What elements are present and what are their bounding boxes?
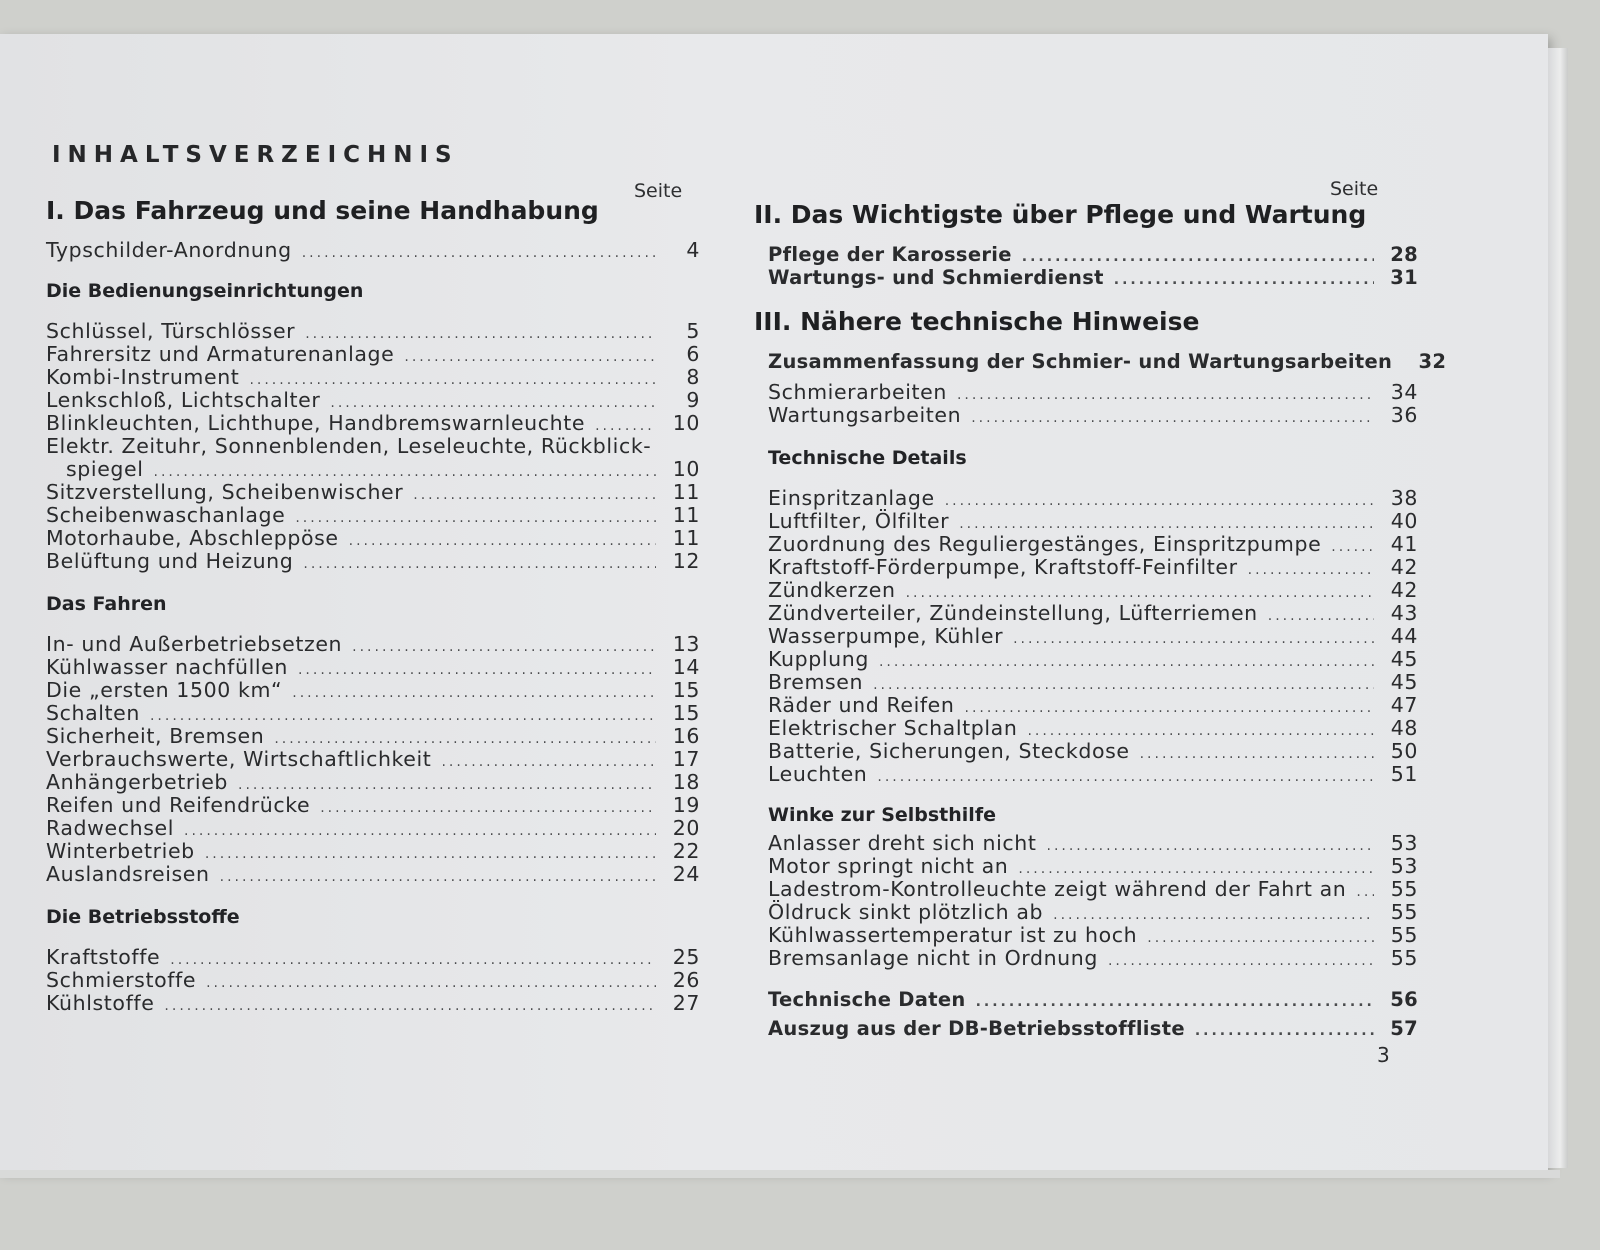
toc-entry-page: 42 bbox=[1390, 578, 1418, 602]
toc-entry-title: Sicherheit, Bremsen bbox=[46, 724, 265, 748]
section-heading: Die Bedienungseinrichtungen bbox=[46, 280, 364, 302]
toc-entry bbox=[46, 366, 700, 389]
leader-dots bbox=[1248, 562, 1374, 579]
toc-entry-page: 47 bbox=[1390, 693, 1418, 717]
leader-dots bbox=[945, 493, 1374, 510]
toc-entry-title: Schmierarbeiten bbox=[768, 380, 947, 404]
toc-entry-title: Kühlwasser nachfüllen bbox=[46, 655, 288, 679]
leader-dots bbox=[1027, 723, 1374, 740]
toc-entry-page: 8 bbox=[686, 365, 700, 389]
toc-entry-page: 43 bbox=[1390, 601, 1418, 625]
toc-entry bbox=[768, 901, 1418, 924]
toc-entry bbox=[46, 527, 700, 550]
leader-dots bbox=[238, 777, 656, 794]
leader-dots bbox=[205, 846, 656, 863]
toc-entry-page: 55 bbox=[1390, 946, 1418, 970]
page-number: 3 bbox=[1377, 1043, 1390, 1067]
toc-entry bbox=[768, 740, 1418, 763]
page-edge-bottom bbox=[0, 1170, 1560, 1178]
toc-entry-page: 16 bbox=[672, 724, 700, 748]
leader-dots bbox=[413, 487, 656, 504]
leader-dots bbox=[1147, 930, 1374, 947]
chapter-heading-1: I. Das Fahrzeug und seine Handhabung bbox=[46, 196, 599, 225]
toc-entry bbox=[768, 579, 1418, 602]
toc-entry-page: 51 bbox=[1390, 762, 1418, 786]
toc-entry bbox=[46, 748, 700, 771]
toc-entry bbox=[768, 510, 1418, 533]
toc-entry-page: 31 bbox=[1390, 266, 1418, 289]
leader-dots bbox=[1022, 249, 1374, 266]
toc-entry-title: Pflege der Karosserie bbox=[768, 243, 1012, 266]
toc-entry bbox=[768, 266, 1418, 289]
toc-entry bbox=[46, 863, 700, 886]
toc-entry-page: 25 bbox=[672, 945, 700, 969]
toc-entry-page: 19 bbox=[672, 793, 700, 817]
section-heading: Winke zur Selbsthilfe bbox=[768, 804, 996, 826]
toc-entry-title: Lenkschloß, Lichtschalter bbox=[46, 388, 321, 412]
toc-entry-title: Kombi-Instrument bbox=[46, 365, 240, 389]
toc-entry bbox=[768, 381, 1418, 404]
seite-label-right: Seite bbox=[1330, 178, 1379, 200]
toc-entry-page: 42 bbox=[1390, 555, 1418, 579]
toc-entry-page: 10 bbox=[672, 411, 700, 435]
toc-entry bbox=[46, 389, 700, 412]
toc-entry bbox=[768, 625, 1418, 648]
toc-entry bbox=[768, 988, 1418, 1011]
toc-entry bbox=[768, 404, 1418, 427]
toc-entry-title: Verbrauchswerte, Wirtschaftlichkeit bbox=[46, 747, 432, 771]
toc-entry-page: 15 bbox=[672, 701, 700, 725]
toc-entry-page: 41 bbox=[1390, 532, 1418, 556]
toc-entry-title: Sitzverstellung, Scheibenwischer bbox=[46, 480, 404, 504]
toc-entry-title: Zündverteiler, Zündeinstellung, Lüfterriemen bbox=[768, 601, 1258, 625]
leader-dots bbox=[150, 708, 656, 725]
toc-entry-title: Kraftstoffe bbox=[46, 945, 161, 969]
toc-entry-page: 11 bbox=[672, 503, 700, 527]
toc-entry-page: 6 bbox=[686, 342, 700, 366]
toc-entry-title: In- und Außerbetriebsetzen bbox=[46, 632, 343, 656]
leader-dots bbox=[330, 395, 656, 412]
toc-left-column bbox=[46, 196, 700, 1015]
toc-entry bbox=[46, 969, 700, 992]
toc-entry-title: Radwechsel bbox=[46, 816, 174, 840]
toc-entry bbox=[768, 487, 1418, 510]
toc-entry-title: Batterie, Sicherungen, Steckdose bbox=[768, 739, 1130, 763]
leader-dots bbox=[320, 800, 656, 817]
toc-entry-page: 22 bbox=[672, 839, 700, 863]
toc-entry bbox=[768, 1017, 1418, 1040]
toc-entry-title: Wartungsarbeiten bbox=[768, 403, 962, 427]
toc-entry-page: 20 bbox=[672, 816, 700, 840]
toc-entry-title: Fahrersitz und Armaturenanlage bbox=[46, 342, 395, 366]
leader-dots bbox=[976, 994, 1374, 1011]
leader-dots bbox=[1331, 539, 1374, 556]
toc-entry bbox=[46, 412, 700, 435]
toc-entry: Zusammenfassung der Schmier- und Wartungsarbeiten 32 bbox=[768, 350, 1447, 373]
toc-entry-page: 40 bbox=[1390, 509, 1418, 533]
toc-entry-page: 5 bbox=[686, 319, 700, 343]
toc-entry-page: 13 bbox=[672, 632, 700, 656]
document-title: INHALTSVERZEICHNIS bbox=[52, 142, 459, 168]
toc-entry bbox=[46, 343, 700, 366]
toc-entry-page: 45 bbox=[1390, 670, 1418, 694]
toc-entry-title: Scheibenwaschanlage bbox=[46, 503, 286, 527]
toc-entry-title: Winterbetrieb bbox=[46, 839, 195, 863]
toc-entry-page: 56 bbox=[1390, 988, 1418, 1011]
toc-entry-page: 15 bbox=[672, 678, 700, 702]
toc-entry bbox=[768, 556, 1418, 579]
toc-entry-title: Anlasser dreht sich nicht bbox=[768, 831, 1037, 855]
leader-dots bbox=[404, 349, 656, 366]
toc-entry-page: 9 bbox=[686, 388, 700, 412]
leader-dots bbox=[206, 975, 656, 992]
toc-entry bbox=[768, 671, 1418, 694]
toc-entry-title: Leuchten bbox=[768, 762, 868, 786]
toc-entry-page: 28 bbox=[1390, 243, 1418, 266]
toc-entry-page: 12 bbox=[672, 549, 700, 573]
toc-entry bbox=[46, 481, 700, 504]
toc-entry-page: 36 bbox=[1390, 403, 1418, 427]
leader-dots bbox=[220, 869, 656, 886]
toc-entry bbox=[46, 702, 700, 725]
toc-entry-title: Schmierstoffe bbox=[46, 968, 197, 992]
toc-entry-title: Öldruck sinkt plötzlich ab bbox=[768, 900, 1044, 924]
toc-entry-page: 55 bbox=[1390, 900, 1418, 924]
leader-dots bbox=[303, 556, 656, 573]
toc-entry-title: Blinkleuchten, Lichthupe, Handbremswarnleuchte bbox=[46, 411, 586, 435]
toc-entry-title: Luftfilter, Ölfilter bbox=[768, 509, 950, 533]
toc-entry-title: Motor springt nicht an bbox=[768, 854, 1009, 878]
toc-entry-title: Auslandsreisen bbox=[46, 862, 210, 886]
section-heading: Das Fahren bbox=[46, 593, 167, 615]
toc-entry-page: 48 bbox=[1390, 716, 1418, 740]
toc-entry bbox=[46, 679, 700, 702]
toc-list bbox=[46, 320, 700, 573]
toc-entry bbox=[768, 878, 1418, 901]
toc-entry bbox=[46, 458, 700, 481]
toc-entry-title: Wartungs- und Schmierdienst bbox=[768, 266, 1104, 289]
section-heading: Die Betriebsstoffe bbox=[46, 906, 240, 928]
page-edge bbox=[1548, 48, 1568, 1168]
toc-entry-title: Kühlwassertemperatur ist zu hoch bbox=[768, 923, 1138, 947]
toc-entry-title: Ladestrom-Kontrolleuchte zeigt während der Fahrt an bbox=[768, 877, 1347, 901]
toc-entry-title: Elektrischer Schaltplan bbox=[768, 716, 1018, 740]
toc-entry-page: 53 bbox=[1390, 854, 1418, 878]
section-heading: Technische Details bbox=[768, 447, 967, 469]
toc-entry-page: 11 bbox=[672, 526, 700, 550]
leader-dots bbox=[1018, 861, 1374, 878]
leader-dots bbox=[906, 585, 1374, 602]
leader-dots bbox=[1047, 838, 1375, 855]
toc-entry bbox=[46, 550, 700, 573]
seite-label-left: Seite bbox=[634, 180, 683, 202]
toc-entry: Typschilder-Anordnung ..... 4 bbox=[46, 239, 700, 262]
toc-entry bbox=[46, 504, 700, 527]
toc-entry bbox=[768, 832, 1418, 855]
toc-entry-title: Motorhaube, Abschleppöse bbox=[46, 526, 339, 550]
toc-entry bbox=[46, 771, 700, 794]
toc-entry-page: 38 bbox=[1390, 486, 1418, 510]
toc-entry bbox=[768, 855, 1418, 878]
leader-dots bbox=[1108, 953, 1374, 970]
leader-dots bbox=[965, 700, 1375, 717]
toc-entry bbox=[46, 656, 700, 679]
toc-entry-page: 24 bbox=[672, 862, 700, 886]
leader-dots bbox=[1114, 272, 1374, 289]
leader-dots bbox=[873, 677, 1374, 694]
toc-entry-title: Bremsen bbox=[768, 670, 864, 694]
toc-entry-title: Belüftung und Heizung bbox=[46, 549, 294, 573]
toc-list bbox=[768, 832, 1418, 970]
toc-entry-title: Kühlstoffe bbox=[46, 991, 155, 1015]
leader-dots bbox=[959, 516, 1374, 533]
leader-dots bbox=[957, 387, 1374, 404]
toc-entry-title: Zuordnung des Reguliergestänges, Einspritzpumpe bbox=[768, 532, 1322, 556]
leader-dots bbox=[298, 662, 656, 679]
toc-entry-title: Räder und Reifen bbox=[768, 693, 955, 717]
toc-entry-page: 55 bbox=[1390, 877, 1418, 901]
toc-entry-title: Die „ersten 1500 km“ bbox=[46, 678, 283, 702]
toc-entry-title: Reifen und Reifendrücke bbox=[46, 793, 311, 817]
leader-dots bbox=[441, 754, 656, 771]
toc-entry bbox=[46, 633, 700, 656]
leader-dots bbox=[1268, 608, 1374, 625]
toc-entry-title: Schalten bbox=[46, 701, 140, 725]
toc-entry-page: 44 bbox=[1390, 624, 1418, 648]
toc-entry-title: Bremsanlage nicht in Ordnung bbox=[768, 946, 1098, 970]
chapter-heading-3: III. Nähere technische Hinweise bbox=[754, 307, 1200, 336]
toc-entry-title: Technische Daten bbox=[768, 988, 966, 1011]
toc-entry-page: 27 bbox=[672, 991, 700, 1015]
toc-entry-title: Anhängerbetrieb bbox=[46, 770, 229, 794]
toc-entry-page: 14 bbox=[672, 655, 700, 679]
toc-entry bbox=[768, 717, 1418, 740]
toc-entry-continuation: spiegel bbox=[66, 457, 144, 481]
toc-entry-title: Kupplung bbox=[768, 647, 869, 671]
toc-entry bbox=[768, 602, 1418, 625]
leader-dots bbox=[164, 998, 656, 1015]
chapter-heading-2: II. Das Wichtigste über Pflege und Wartung bbox=[754, 200, 1367, 229]
toc-entry-page: 50 bbox=[1390, 739, 1418, 763]
leader-dots bbox=[154, 464, 656, 481]
leader-dots bbox=[305, 326, 656, 343]
toc-entry bbox=[768, 924, 1418, 947]
toc-list bbox=[46, 946, 700, 1015]
toc-list bbox=[46, 633, 700, 886]
toc-entry bbox=[768, 533, 1418, 556]
toc-right-column bbox=[754, 200, 1447, 1040]
leader-dots bbox=[292, 685, 656, 702]
toc-entry-page: 11 bbox=[672, 480, 700, 504]
toc-entry-page: 17 bbox=[672, 747, 700, 771]
leader-dots bbox=[1140, 746, 1374, 763]
toc-entry bbox=[46, 946, 700, 969]
toc-entry-page: 10 bbox=[672, 457, 700, 481]
toc-entry bbox=[46, 992, 700, 1015]
leader-dots bbox=[1195, 1023, 1374, 1040]
leader-dots bbox=[595, 418, 656, 435]
toc-entry-page: 45 bbox=[1390, 647, 1418, 671]
toc-entry-title: Zündkerzen bbox=[768, 578, 896, 602]
toc-entry-line bbox=[46, 435, 700, 458]
toc-entry bbox=[768, 648, 1418, 671]
leader-dots bbox=[1053, 907, 1374, 924]
toc-entry bbox=[46, 725, 700, 748]
toc-entry-title: Auszug aus der DB-Betriebsstoffliste bbox=[768, 1017, 1185, 1040]
toc-entry bbox=[768, 763, 1418, 786]
toc-list bbox=[768, 381, 1418, 427]
toc-entry-title: Schlüssel, Türschlösser bbox=[46, 319, 296, 343]
toc-entry-title: Einspritzanlage bbox=[768, 486, 935, 510]
leader-dots bbox=[249, 372, 656, 389]
leader-dots bbox=[352, 639, 656, 656]
toc-entry-title: Kraftstoff-Förderpumpe, Kraftstoff-Feinfilter bbox=[768, 555, 1238, 579]
toc-entry bbox=[768, 694, 1418, 717]
toc-entry bbox=[768, 243, 1418, 266]
toc-list bbox=[768, 487, 1418, 786]
toc-entry-page: 53 bbox=[1390, 831, 1418, 855]
leader-dots bbox=[349, 533, 656, 550]
toc-entry-title: Elektr. Zeituhr, Sonnenblenden, Leseleuchte, Rückblick- bbox=[46, 434, 652, 458]
leader-dots bbox=[971, 410, 1374, 427]
toc-entry-page: 26 bbox=[672, 968, 700, 992]
toc-entry bbox=[46, 320, 700, 343]
leader-dots bbox=[1013, 631, 1374, 648]
toc-entry bbox=[46, 794, 700, 817]
toc-entry bbox=[768, 947, 1418, 970]
toc-entry-page: 18 bbox=[672, 770, 700, 794]
leader-dots bbox=[170, 952, 656, 969]
toc-list bbox=[768, 243, 1418, 289]
leader-dots bbox=[184, 823, 656, 840]
toc-entry-page: 57 bbox=[1390, 1017, 1418, 1040]
leader-dots bbox=[1356, 884, 1374, 901]
leader-dots bbox=[877, 769, 1374, 786]
leader-dots bbox=[274, 731, 656, 748]
toc-entry-title: Wasserpumpe, Kühler bbox=[768, 624, 1004, 648]
toc-entry bbox=[46, 817, 700, 840]
toc-list bbox=[768, 988, 1418, 1040]
leader-dots bbox=[295, 510, 656, 527]
toc-entry bbox=[46, 840, 700, 863]
toc-entry-page: 55 bbox=[1390, 923, 1418, 947]
toc-entry-page: 34 bbox=[1390, 380, 1418, 404]
leader-dots bbox=[879, 654, 1374, 671]
